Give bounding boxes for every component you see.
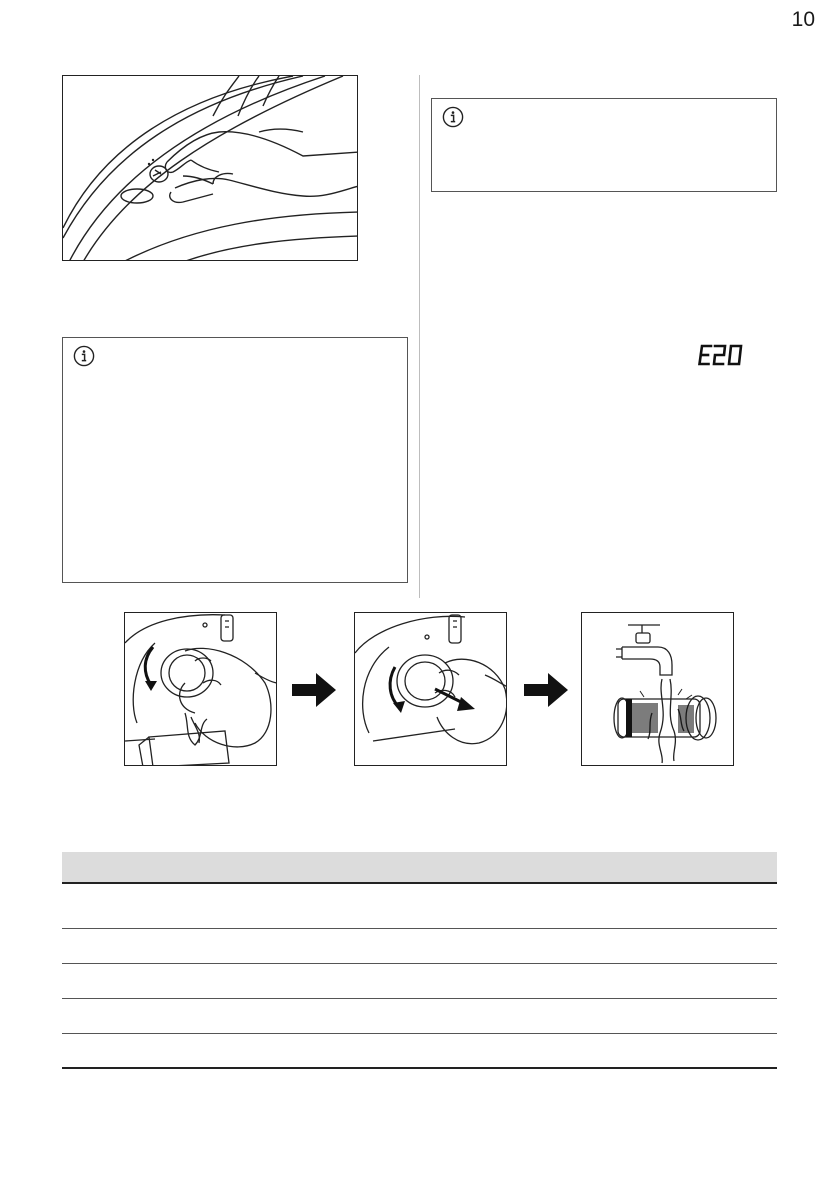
illustration-rinse-filter bbox=[582, 613, 734, 766]
arrow-right-icon bbox=[524, 673, 568, 707]
figure-pull-filter-out bbox=[354, 612, 507, 766]
table-cell bbox=[298, 963, 777, 998]
column-divider bbox=[419, 75, 420, 598]
arrow-right-icon bbox=[292, 673, 336, 707]
table-header-row bbox=[62, 852, 777, 883]
table-cell bbox=[298, 998, 777, 1033]
table-cell bbox=[205, 998, 298, 1033]
table-row bbox=[62, 998, 777, 1033]
table-cell bbox=[62, 1033, 205, 1068]
table-cell bbox=[298, 1033, 777, 1068]
table-header-cell bbox=[298, 852, 777, 883]
table-header-cell bbox=[205, 852, 298, 883]
table-row bbox=[62, 1033, 777, 1068]
table-cell bbox=[205, 883, 298, 928]
info-circle-icon bbox=[442, 106, 464, 128]
table-cell bbox=[62, 883, 205, 928]
figure-open-filter-flap bbox=[62, 75, 358, 261]
error-table bbox=[62, 852, 777, 1069]
illustration-pull-filter bbox=[355, 613, 507, 766]
table-cell bbox=[205, 1033, 298, 1068]
table-cell bbox=[62, 928, 205, 963]
table-cell bbox=[298, 883, 777, 928]
table-row bbox=[62, 928, 777, 963]
table-row bbox=[62, 883, 777, 928]
table-row bbox=[62, 963, 777, 998]
page-number: 10 bbox=[791, 8, 815, 31]
table-cell bbox=[205, 928, 298, 963]
table-cell bbox=[62, 998, 205, 1033]
table-cell bbox=[298, 928, 777, 963]
info-warning-box bbox=[431, 98, 777, 192]
table-header-cell bbox=[62, 852, 205, 883]
info-note-box bbox=[62, 337, 408, 583]
figure-turn-filter-drain bbox=[124, 612, 277, 766]
illustration-turn-filter bbox=[125, 613, 277, 766]
info-circle-icon bbox=[73, 345, 95, 367]
table-cell bbox=[205, 963, 298, 998]
error-code-display bbox=[697, 344, 747, 366]
figure-rinse-filter bbox=[581, 612, 734, 766]
table-cell bbox=[62, 963, 205, 998]
illustration-open-flap bbox=[63, 76, 358, 261]
